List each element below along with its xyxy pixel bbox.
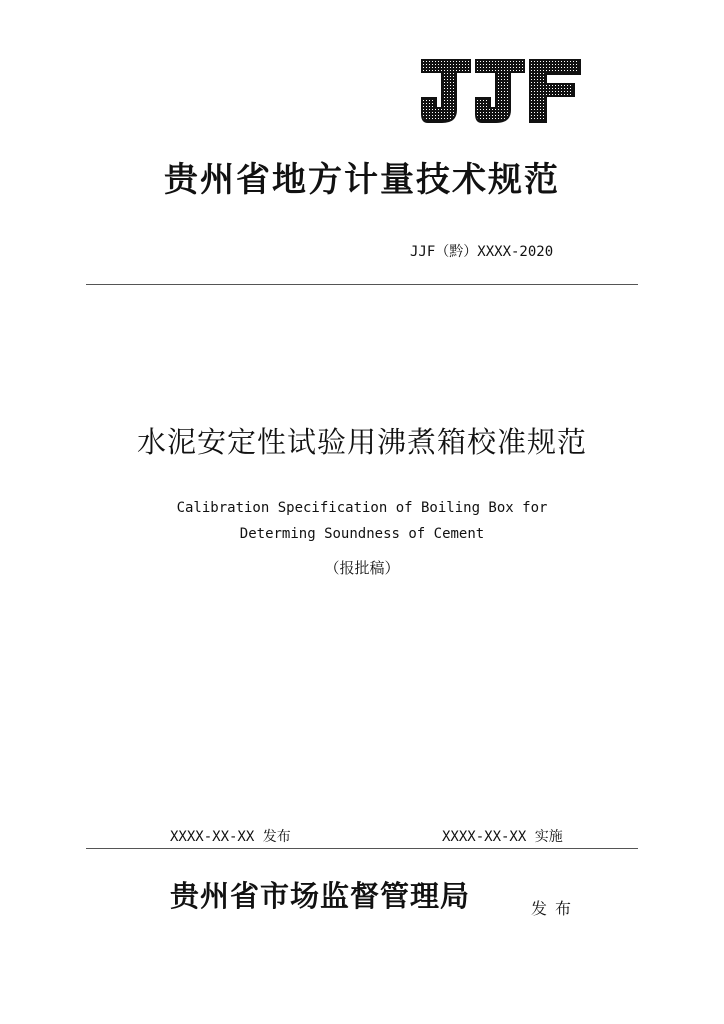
publish-label: 发布 [531, 899, 580, 918]
issuing-authority: 贵州省市场监督管理局 [170, 879, 471, 913]
english-title-line-1: Calibration Specification of Boiling Box for [176, 500, 548, 516]
document-code: JJF（黔）XXXX-2020 [410, 244, 554, 260]
draft-status-note: （报批稿） [324, 559, 400, 577]
implement-date: XXXX-XX-XX 实施 [442, 829, 563, 845]
issue-date: XXXX-XX-XX 发布 [170, 829, 291, 845]
english-title-line-2: Determing Soundness of Cement [239, 526, 485, 542]
org-title: 贵州省地方计量技术规范 [164, 160, 560, 200]
bottom-divider [86, 848, 638, 849]
top-divider [86, 284, 638, 285]
jjf-logo-icon [420, 58, 582, 124]
document-title: 水泥安定性试验用沸煮箱校准规范 [136, 425, 587, 459]
